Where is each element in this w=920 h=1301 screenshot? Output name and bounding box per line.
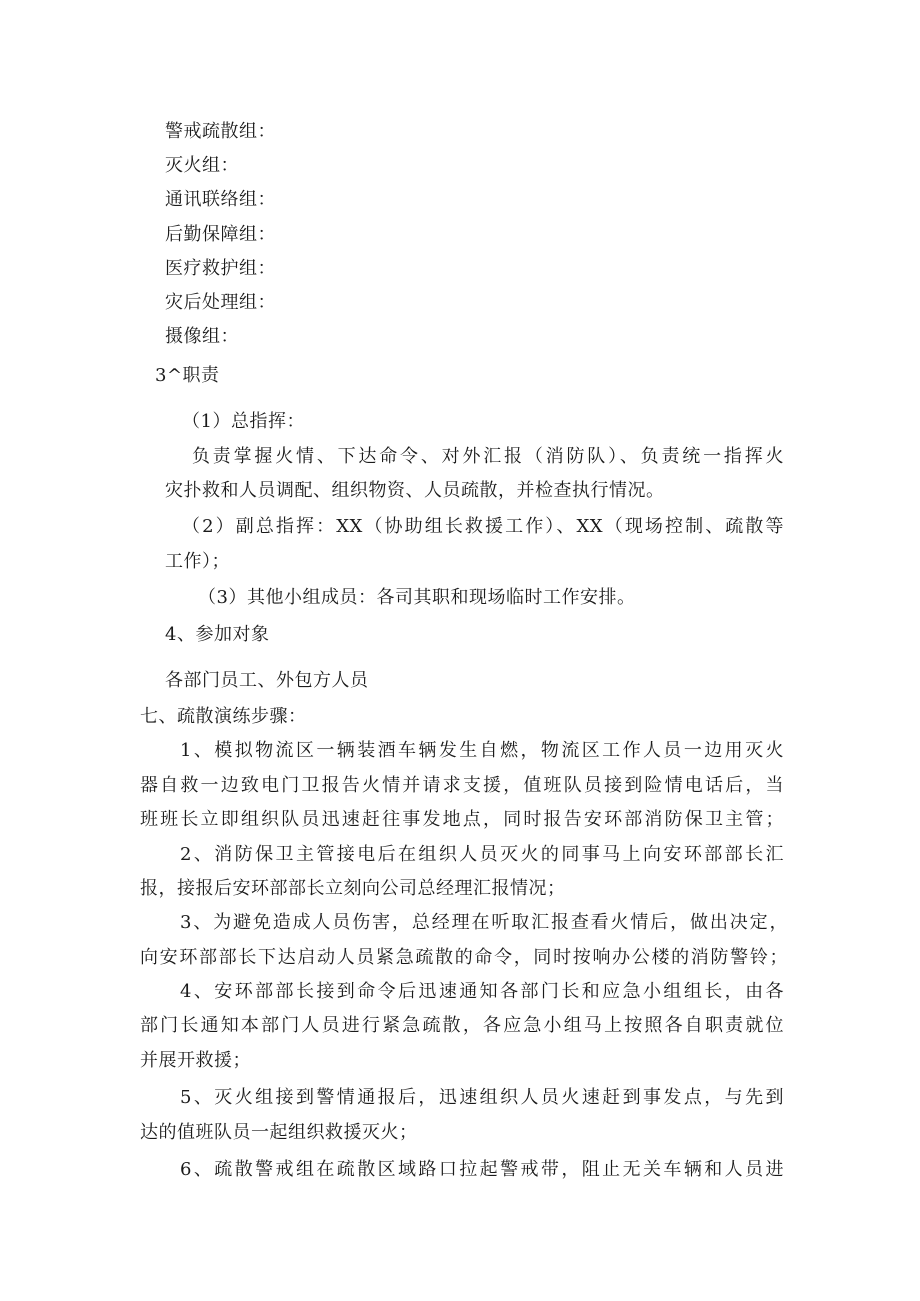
step-2-line-1: 2、消防保卫主管接电后在组织人员灭火的同事马上向安环部部长汇: [180, 844, 784, 865]
step-3-line-1: 3、为避免造成人员伤害，总经理在听取汇报查看火情后，做出决定，: [180, 912, 788, 933]
step-3-line-2: 向安环部部长下达启动人员紧急疏散的命令，同时按响办公楼的消防警铃；: [140, 947, 788, 968]
section-4-heading: 4、参加对象: [165, 624, 270, 645]
group-firefighting-label: 灭火组：: [165, 155, 239, 176]
deputy-commander-line-1: （2）副总指挥：XX（协助组长救援工作）、XX（现场控制、疏散等: [182, 516, 784, 537]
section-7-heading: 七、疏散演练步骤：: [140, 706, 307, 727]
step-4-line-1: 4、安环部部长接到命令后迅速通知各部门长和应急小组组长，由各: [180, 981, 784, 1002]
group-camera-label: 摄像组：: [165, 326, 239, 347]
step-4-line-3: 并展开救援；: [140, 1050, 251, 1071]
group-medical-label: 医疗救护组：: [165, 258, 276, 279]
step-1-line-2: 器自救一边致电门卫报告火情并请求支援，值班队员接到险情电话后，当: [140, 775, 784, 796]
group-logistics-label: 后勤保障组：: [165, 224, 276, 245]
group-evacuation-label: 警戒疏散组：: [165, 121, 276, 142]
step-5-line-2: 达的值班队员一起组织救援灭火；: [140, 1122, 418, 1143]
commander-duty-line-2: 灾扑救和人员调配、组织物资、人员疏散，并检查执行情况。: [165, 480, 665, 501]
deputy-commander-line-2: 工作）；: [165, 551, 230, 572]
step-1-line-3: 班班长立即组织队员迅速赶往事发地点，同时报告安环部消防保卫主管；: [140, 809, 784, 830]
group-communication-label: 通讯联络组：: [165, 189, 276, 210]
commander-duty-line-1: 负责掌握火情、下达命令、对外汇报（消防队）、负责统一指挥火: [192, 446, 784, 467]
group-aftermath-label: 灾后处理组：: [165, 292, 276, 313]
commander-title: （1）总指挥：: [182, 411, 305, 432]
step-1-line-1: 1、模拟物流区一辆装酒车辆发生自燃，物流区工作人员一边用灭火: [180, 740, 784, 761]
participants-line: 各部门员工、外包方人员: [165, 670, 369, 691]
step-4-line-2: 部门长通知本部门人员进行紧急疏散，各应急小组马上按照各自职责就位: [140, 1015, 784, 1036]
step-2-line-2: 报，接报后安环部部长立刻向公司总经理汇报情况；: [140, 878, 566, 899]
other-members-line: （3）其他小组成员：各司其职和现场临时工作安排。: [198, 587, 636, 608]
section-3-heading: 3^职责: [155, 365, 220, 386]
step-6-line-1: 6、疏散警戒组在疏散区域路口拉起警戒带，阻止无关车辆和人员进: [180, 1159, 784, 1180]
step-5-line-1: 5、灭火组接到警情通报后，迅速组织人员火速赶到事发点，与先到: [180, 1087, 784, 1108]
